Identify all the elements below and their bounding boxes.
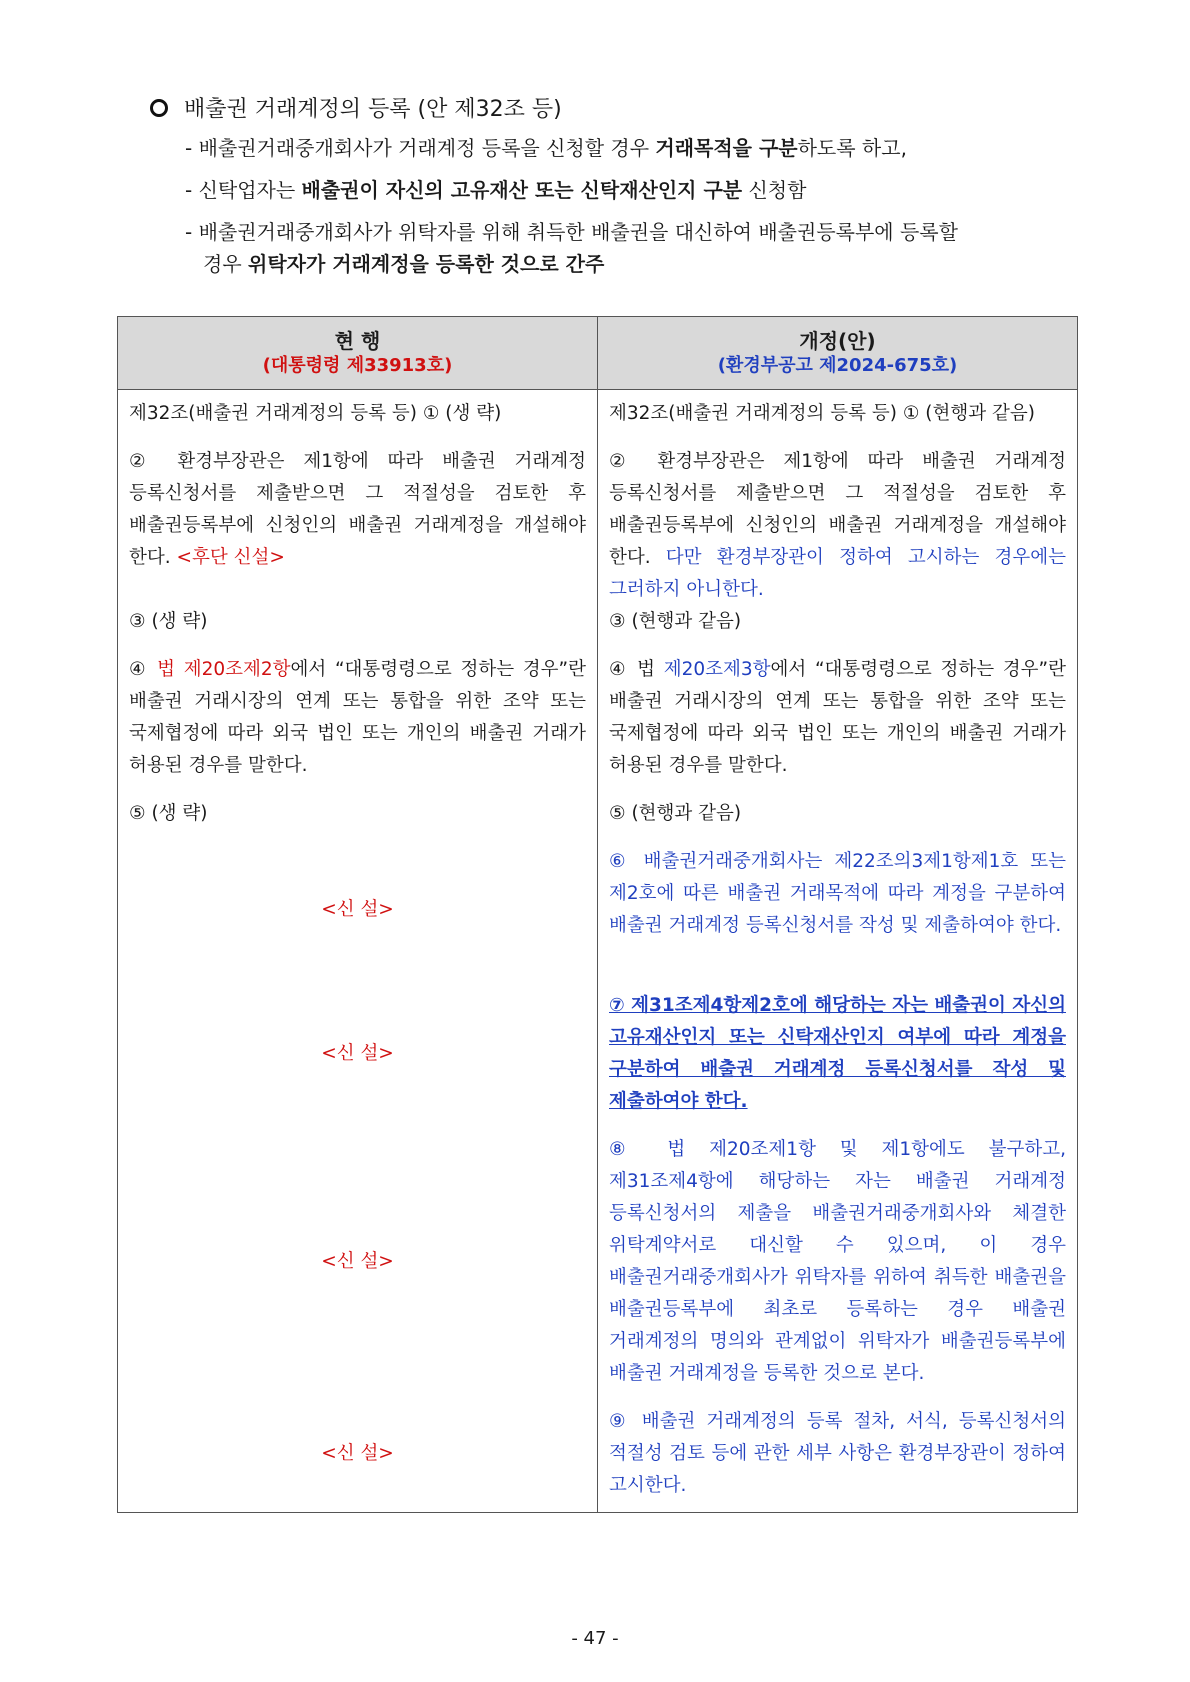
revised-para-1: 제32조(배출권 거래계정의 등록 등) ① (현행과 같음) (609, 403, 1035, 424)
current-para-4-ref: 법 제20조제2항 (157, 659, 291, 680)
revised-column (598, 390, 1078, 1513)
revised-para-9: ⑨ 배출권 거래계정의 등록 절차, 서식, 등록신청서의 적절성 검토 등에 관한 세부 사항은 환경부장관이 정하여 고시한다. (609, 1411, 1066, 1496)
revised-para-8: ⑧ 법 제20조제1항 및 제1항에도 불구하고, 제31조제4항에 해당하는 자는 배출권 거래계정 등록신청서의 제출을 배출권거래중개회사와 체결한 위탁계약서로 대신할 수 있으며, 이 경우 배출권거래중개회사가 위탁자를 위하여 취득한 배출권을 배출권등록부에 최초로 등록하는 경우 배출권 거래계정의 명의와 관계없이 위탁자가 배출권등록부에 배출권 거래계정을 등록한 것으로 본다. (609, 1139, 1066, 1384)
current-new-9: <신 설> (321, 1443, 394, 1464)
bullet-1-bold: 거래목적을 구분 (655, 136, 798, 160)
bullet-1 (185, 132, 1085, 164)
bullet-3-line1: - 배출권거래중개회사가 위탁자를 위해 취득한 배출권을 대신하여 배출권등록부에 등록할 (185, 220, 958, 244)
revised-header-title: 개정(안) (799, 329, 876, 353)
bullet-2-bold: 배출권이 자신의 고유재산 또는 신탁재산인지 구분 (301, 178, 743, 202)
current-header-title: 현 행 (334, 329, 381, 353)
bullet-3-line2 (185, 248, 1085, 280)
revised-para-5: ⑤ (현행과 같음) (609, 803, 742, 824)
bullet-2 (185, 174, 1085, 206)
current-para-4-pre: ④ (129, 659, 158, 680)
comparison-table (117, 316, 1078, 1513)
revised-para-7: ⑦ 제31조제4항제2호에 해당하는 자는 배출권이 자신의 고유재산인지 또는 신탁재산인지 여부에 따라 계정을 구분하여 배출권 거래계정 등록신청서를 작성 및 제출하여야 한다. (609, 995, 1066, 1112)
current-para-1: 제32조(배출권 거래계정의 등록 등) ① (생 략) (129, 403, 502, 424)
current-new-7: <신 설> (321, 1043, 394, 1064)
page-number: - 47 - (571, 1628, 619, 1649)
current-para-2 (129, 446, 586, 590)
section-heading (150, 92, 562, 123)
bullet-3 (185, 216, 1085, 280)
bullet-2-pre: - 신탁업자는 (185, 178, 302, 202)
bullet-1-post: 하도록 하고, (797, 136, 907, 160)
current-header (118, 317, 598, 390)
circle-bullet-icon (150, 99, 168, 117)
revised-header-sub: (환경부공고 제2024-675호) (717, 355, 958, 376)
current-para-4 (129, 654, 586, 782)
revised-para-4 (609, 654, 1066, 782)
current-para-5: ⑤ (생 략) (129, 803, 208, 824)
revised-para-2 (609, 446, 1066, 600)
revised-para-3: ③ (현행과 같음) (609, 611, 742, 632)
revised-para-6: ⑥ 배출권거래중개회사는 제22조의3제1항제1호 또는 제2호에 따른 배출권 거래목적에 따라 계정을 구분하여 배출권 거래계정 등록신청서를 작성 및 제출하여야 한다. (609, 851, 1066, 936)
bullet-2-post: 신청함 (742, 178, 807, 202)
current-para-4-post: 에서 “대통령령으로 정하는 경우”란 배출권 거래시장의 연계 또는 통합을 위한 조약 또는 국제협정에 따라 외국 법인 또는 개인의 배출권 거래가 허용된 경우를 말한다. (129, 659, 586, 776)
section-heading-text: 배출권 거래계정의 등록 (안 제32조 등) (184, 97, 562, 122)
revised-para-2-text: ② 환경부장관은 제1항에 따라 배출권 거래계정 등록신청서를 제출받으면 그 적절성을 검토한 후 배출권등록부에 신청인의 배출권 거래계정을 개설해야 한다. (609, 451, 1066, 568)
revised-header (598, 317, 1078, 390)
bullet-1-pre: - 배출권거래중개회사가 거래계정 등록을 신청할 경우 (185, 136, 656, 160)
revised-para-4-ref: 제20조제3항 (663, 659, 771, 680)
current-para-2-text: ② 환경부장관은 제1항에 따라 배출권 거래계정 등록신청서를 제출받으면 그 적절성을 검토한 후 배출권등록부에 신청인의 배출권 거래계정을 개설해야 한다. (129, 451, 586, 568)
revised-para-4-post: 에서 “대통령령으로 정하는 경우”란 배출권 거래시장의 연계 또는 통합을 위한 조약 또는 국제협정에 따라 외국 법인 또는 개인의 배출권 거래가 허용된 경우를 말한다. (609, 659, 1066, 776)
current-new-6: <신 설> (321, 899, 394, 920)
bullet-3-pre2: 경우 (203, 252, 248, 276)
current-para-3: ③ (생 략) (129, 611, 208, 632)
current-column (118, 390, 598, 1513)
current-para-2-note: <후단 신설> (176, 547, 285, 568)
bullet-3-bold2: 위탁자가 거래계정을 등록한 것으로 간주 (248, 252, 605, 276)
revised-para-2-added: 다만 환경부장관이 정하여 고시하는 경우에는 그러하지 아니한다. (609, 547, 1066, 600)
revised-para-4-pre: ④ 법 (609, 659, 664, 680)
current-header-sub: (대통령령 제33913호) (262, 355, 453, 376)
current-new-8: <신 설> (321, 1251, 394, 1272)
